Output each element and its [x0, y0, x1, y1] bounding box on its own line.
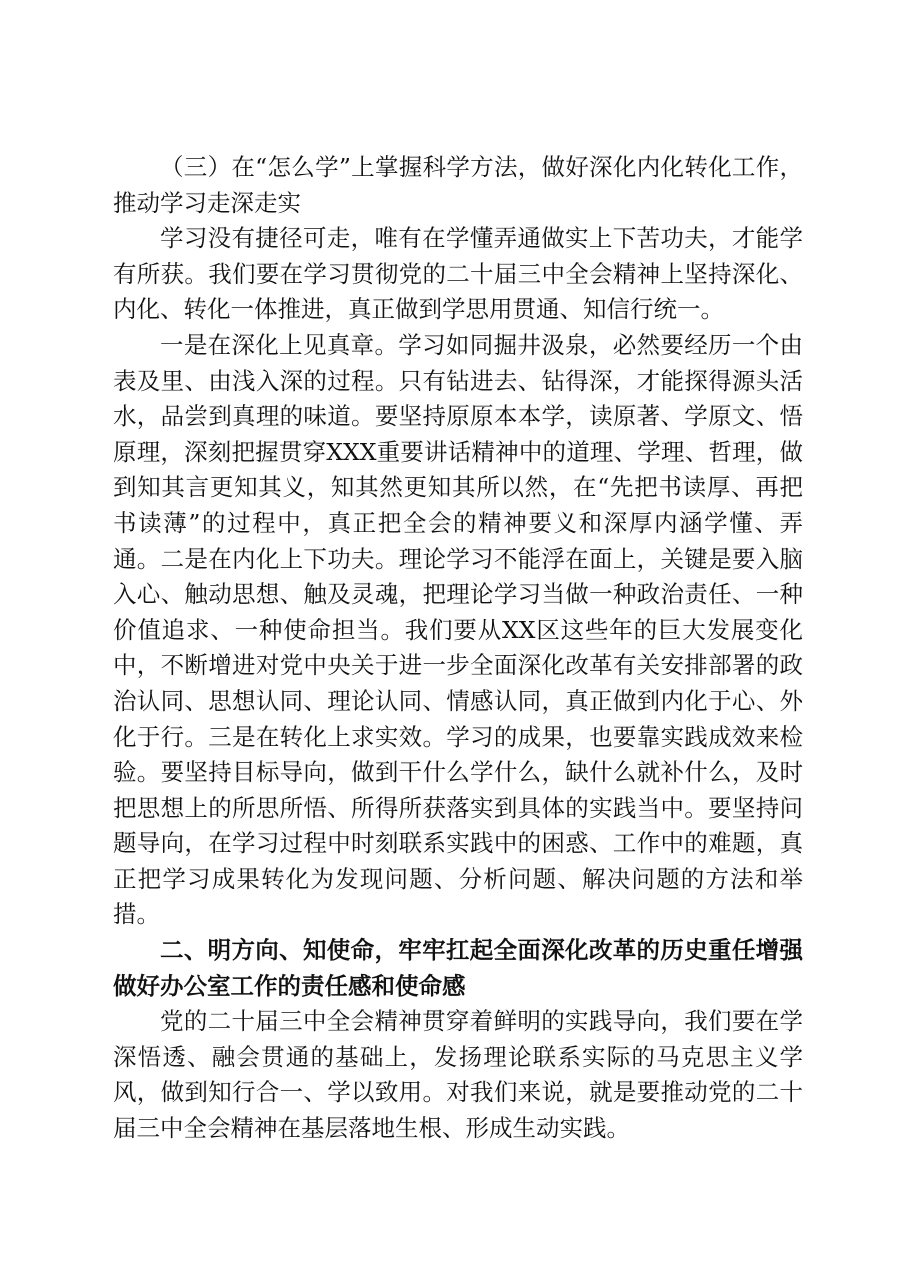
paragraph-intro: 学习没有捷径可走，唯有在学懂弄通做实上下苦功夫，才能学有所获。我们要在学习贯彻党的二十届三中全会精神上坚持深化、内化、转化一体推进，真正做到学思用贯通、知信行统一。: [113, 224, 803, 324]
section-heading-two: 二、明方向、知使命，牢牢扛起全面深化改革的历史重任增强做好办公室工作的责任感和使命感: [113, 936, 803, 1000]
paragraph-three-points: 一是在深化上见真章。学习如同掘井汲泉，必然要经历一个由表及里、由浅入深的过程。只有钻进去、钻得深，才能探得源头活水，品尝到真理的味道。要坚持原原本本学，读原著、学原文、悟原理，深刻把握贯穿XXX重要讲话精神中的道理、学理、哲理，做到知其言更知其义，知其然更知其所以然，在“先把书读厚、再把书读薄”的过程中，真正把全会的精神要义和深厚内涵学懂、弄通。二是在内化上下功夫。理论学习不能浮在面上，关键是要入脑入心、触动思想、触及灵魂，把理论学习当做一种政治责任、一种价值追求、一种使命担当。我们要从XX区这些年的巨大发展变化中，不断增进对党中央关于进一步全面深化改革有关安排部署的政治认同、思想认同、理论认同、情感认同，真正做到内化于心、外化于行。三是在转化上求实效。学习的成果，也要靠实践成效来检验。要坚持目标导向，做到干什么学什么，缺什么就补什么，及时把思想上的所思所悟、所得所获落实到具体的实践当中。要坚持问题导向，在学习过程中时刻联系实践中的困惑、工作中的难题，真正把学习成果转化为发现问题、分析问题、解决问题的方法和举措。: [113, 330, 803, 929]
paragraph-practice: 党的二十届三中全会精神贯穿着鲜明的实践导向，我们要在学深悟透、融会贯通的基础上，发扬理论联系实际的马克思主义学风，做到知行合一、学以致用。对我们来说，就是要推动党的二十届三中全会精神在基层落地生根、形成生动实践。: [113, 1007, 803, 1143]
document-page: [113, 150, 803, 1147]
section-subheading: （三）在“怎么学”上掌握科学方法，做好深化内化转化工作，推动学习走深走实: [113, 153, 803, 217]
